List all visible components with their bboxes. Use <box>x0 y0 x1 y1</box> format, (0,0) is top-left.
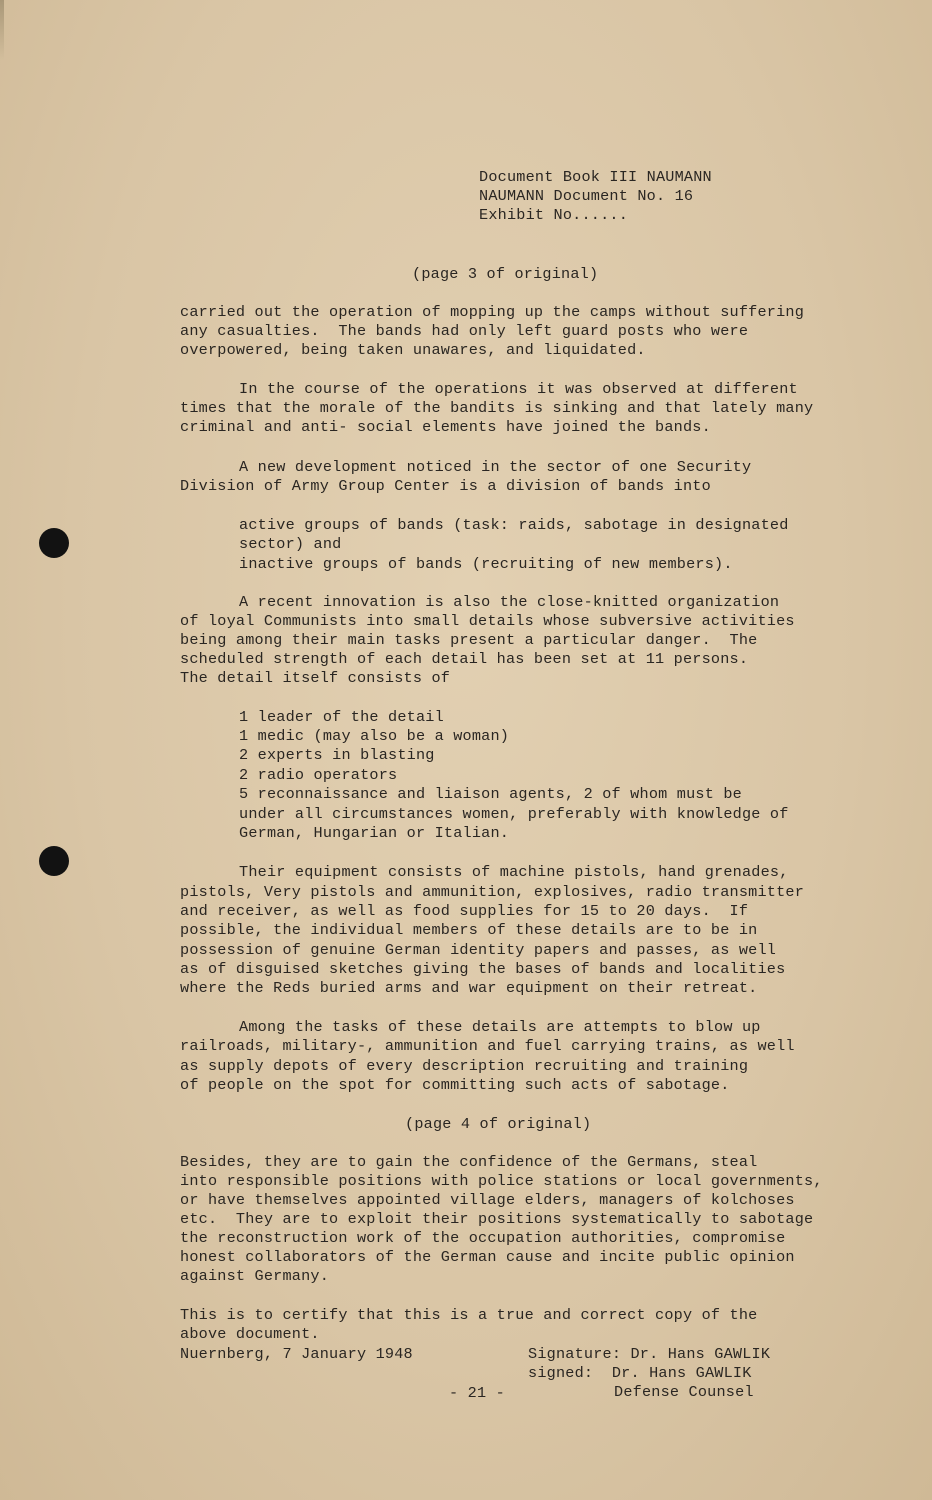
text-line: and receiver, as well as food supplies for 15 to 20 days. If <box>180 902 749 920</box>
exhibit-line: Exhibit No...... <box>479 206 629 224</box>
text-line: of loyal Communists into small details whose subversive activities <box>180 612 795 630</box>
document-book-line: Document Book III NAUMANN <box>479 168 712 186</box>
text-line: or have themselves appointed village elders, managers of kolchoses <box>180 1191 795 1209</box>
text-line: A new development noticed in the sector of one Security <box>239 458 752 476</box>
text-line: possible, the individual members of these details are to be in <box>180 921 758 939</box>
text-line: railroads, military-, ammunition and fuel carrying trains, as well <box>180 1037 795 1055</box>
punch-hole <box>39 846 69 876</box>
detail-list-item: German, Hungarian or Italian. <box>239 824 510 842</box>
text-line: etc. They are to exploit their positions systematically to sabotage <box>180 1210 814 1228</box>
detail-list-item: 5 reconnaissance and liaison agents, 2 of whom must be <box>239 785 742 803</box>
certification-line: above document. <box>180 1325 320 1343</box>
text-line: Their equipment consists of machine pistols, hand grenades, <box>239 863 789 881</box>
text-line: against Germany. <box>180 1267 330 1285</box>
page-number: - 21 - <box>449 1384 505 1402</box>
text-line: The detail itself consists of <box>180 669 451 687</box>
group-item: inactive groups of bands (recruiting of new members). <box>239 555 733 573</box>
text-line: pistols, Very pistols and ammunition, explosives, radio transmitter <box>180 883 805 901</box>
text-line: honest collaborators of the German cause and incite public opinion <box>180 1248 795 1266</box>
text-line: overpowered, being taken unawares, and liquidated. <box>180 341 646 359</box>
text-line: the reconstruction work of the occupation authorities, compromise <box>180 1229 786 1247</box>
text-line: as of disguised sketches giving the bases of bands and localities <box>180 960 786 978</box>
text-line: scheduled strength of each detail has been set at 11 persons. <box>180 650 749 668</box>
text-line: carried out the operation of mopping up the camps without suffering <box>180 303 805 321</box>
detail-list-item: under all circumstances women, preferably with knowledge of <box>239 805 789 823</box>
signed-line: signed: Dr. Hans GAWLIK <box>528 1364 752 1382</box>
text-line: Division of Army Group Center is a division of bands into <box>180 477 711 495</box>
text-line: A recent innovation is also the close-knitted organization <box>239 593 780 611</box>
text-line: times that the morale of the bandits is sinking and that lately many <box>180 399 814 417</box>
text-line: possession of genuine German identity papers and passes, as well <box>180 941 777 959</box>
signature-line: Signature: Dr. Hans GAWLIK <box>528 1345 771 1363</box>
defense-counsel-label: Defense Counsel <box>614 1383 754 1401</box>
text-line: In the course of the operations it was observed at different <box>239 380 798 398</box>
text-line: into responsible positions with police stations or local governments, <box>180 1172 823 1190</box>
detail-list-item: 2 radio operators <box>239 766 398 784</box>
group-item: active groups of bands (task: raids, sabotage in designated <box>239 516 789 534</box>
text-line: as supply depots of every description recruiting and training <box>180 1057 749 1075</box>
detail-list-item: 2 experts in blasting <box>239 746 435 764</box>
detail-list-item: 1 leader of the detail <box>239 708 444 726</box>
text-line: any casualties. The bands had only left guard posts who were <box>180 322 749 340</box>
edge-mark <box>0 0 4 60</box>
text-line: where the Reds buried arms and war equipment on their retreat. <box>180 979 758 997</box>
page-reference: (page 3 of original) <box>412 265 599 283</box>
page-reference: (page 4 of original) <box>405 1115 592 1133</box>
place-date: Nuernberg, 7 January 1948 <box>180 1345 413 1363</box>
text-line: of people on the spot for committing such acts of sabotage. <box>180 1076 730 1094</box>
certification-line: This is to certify that this is a true and correct copy of the <box>180 1306 758 1324</box>
text-line: criminal and anti- social elements have joined the bands. <box>180 418 711 436</box>
document-number-line: NAUMANN Document No. 16 <box>479 187 694 205</box>
group-item: sector) and <box>239 535 342 553</box>
text-line: Among the tasks of these details are attempts to blow up <box>239 1018 761 1036</box>
detail-list-item: 1 medic (may also be a woman) <box>239 727 510 745</box>
punch-hole <box>39 528 69 558</box>
text-line: Besides, they are to gain the confidence of the Germans, steal <box>180 1153 758 1171</box>
text-line: being among their main tasks present a particular danger. The <box>180 631 758 649</box>
